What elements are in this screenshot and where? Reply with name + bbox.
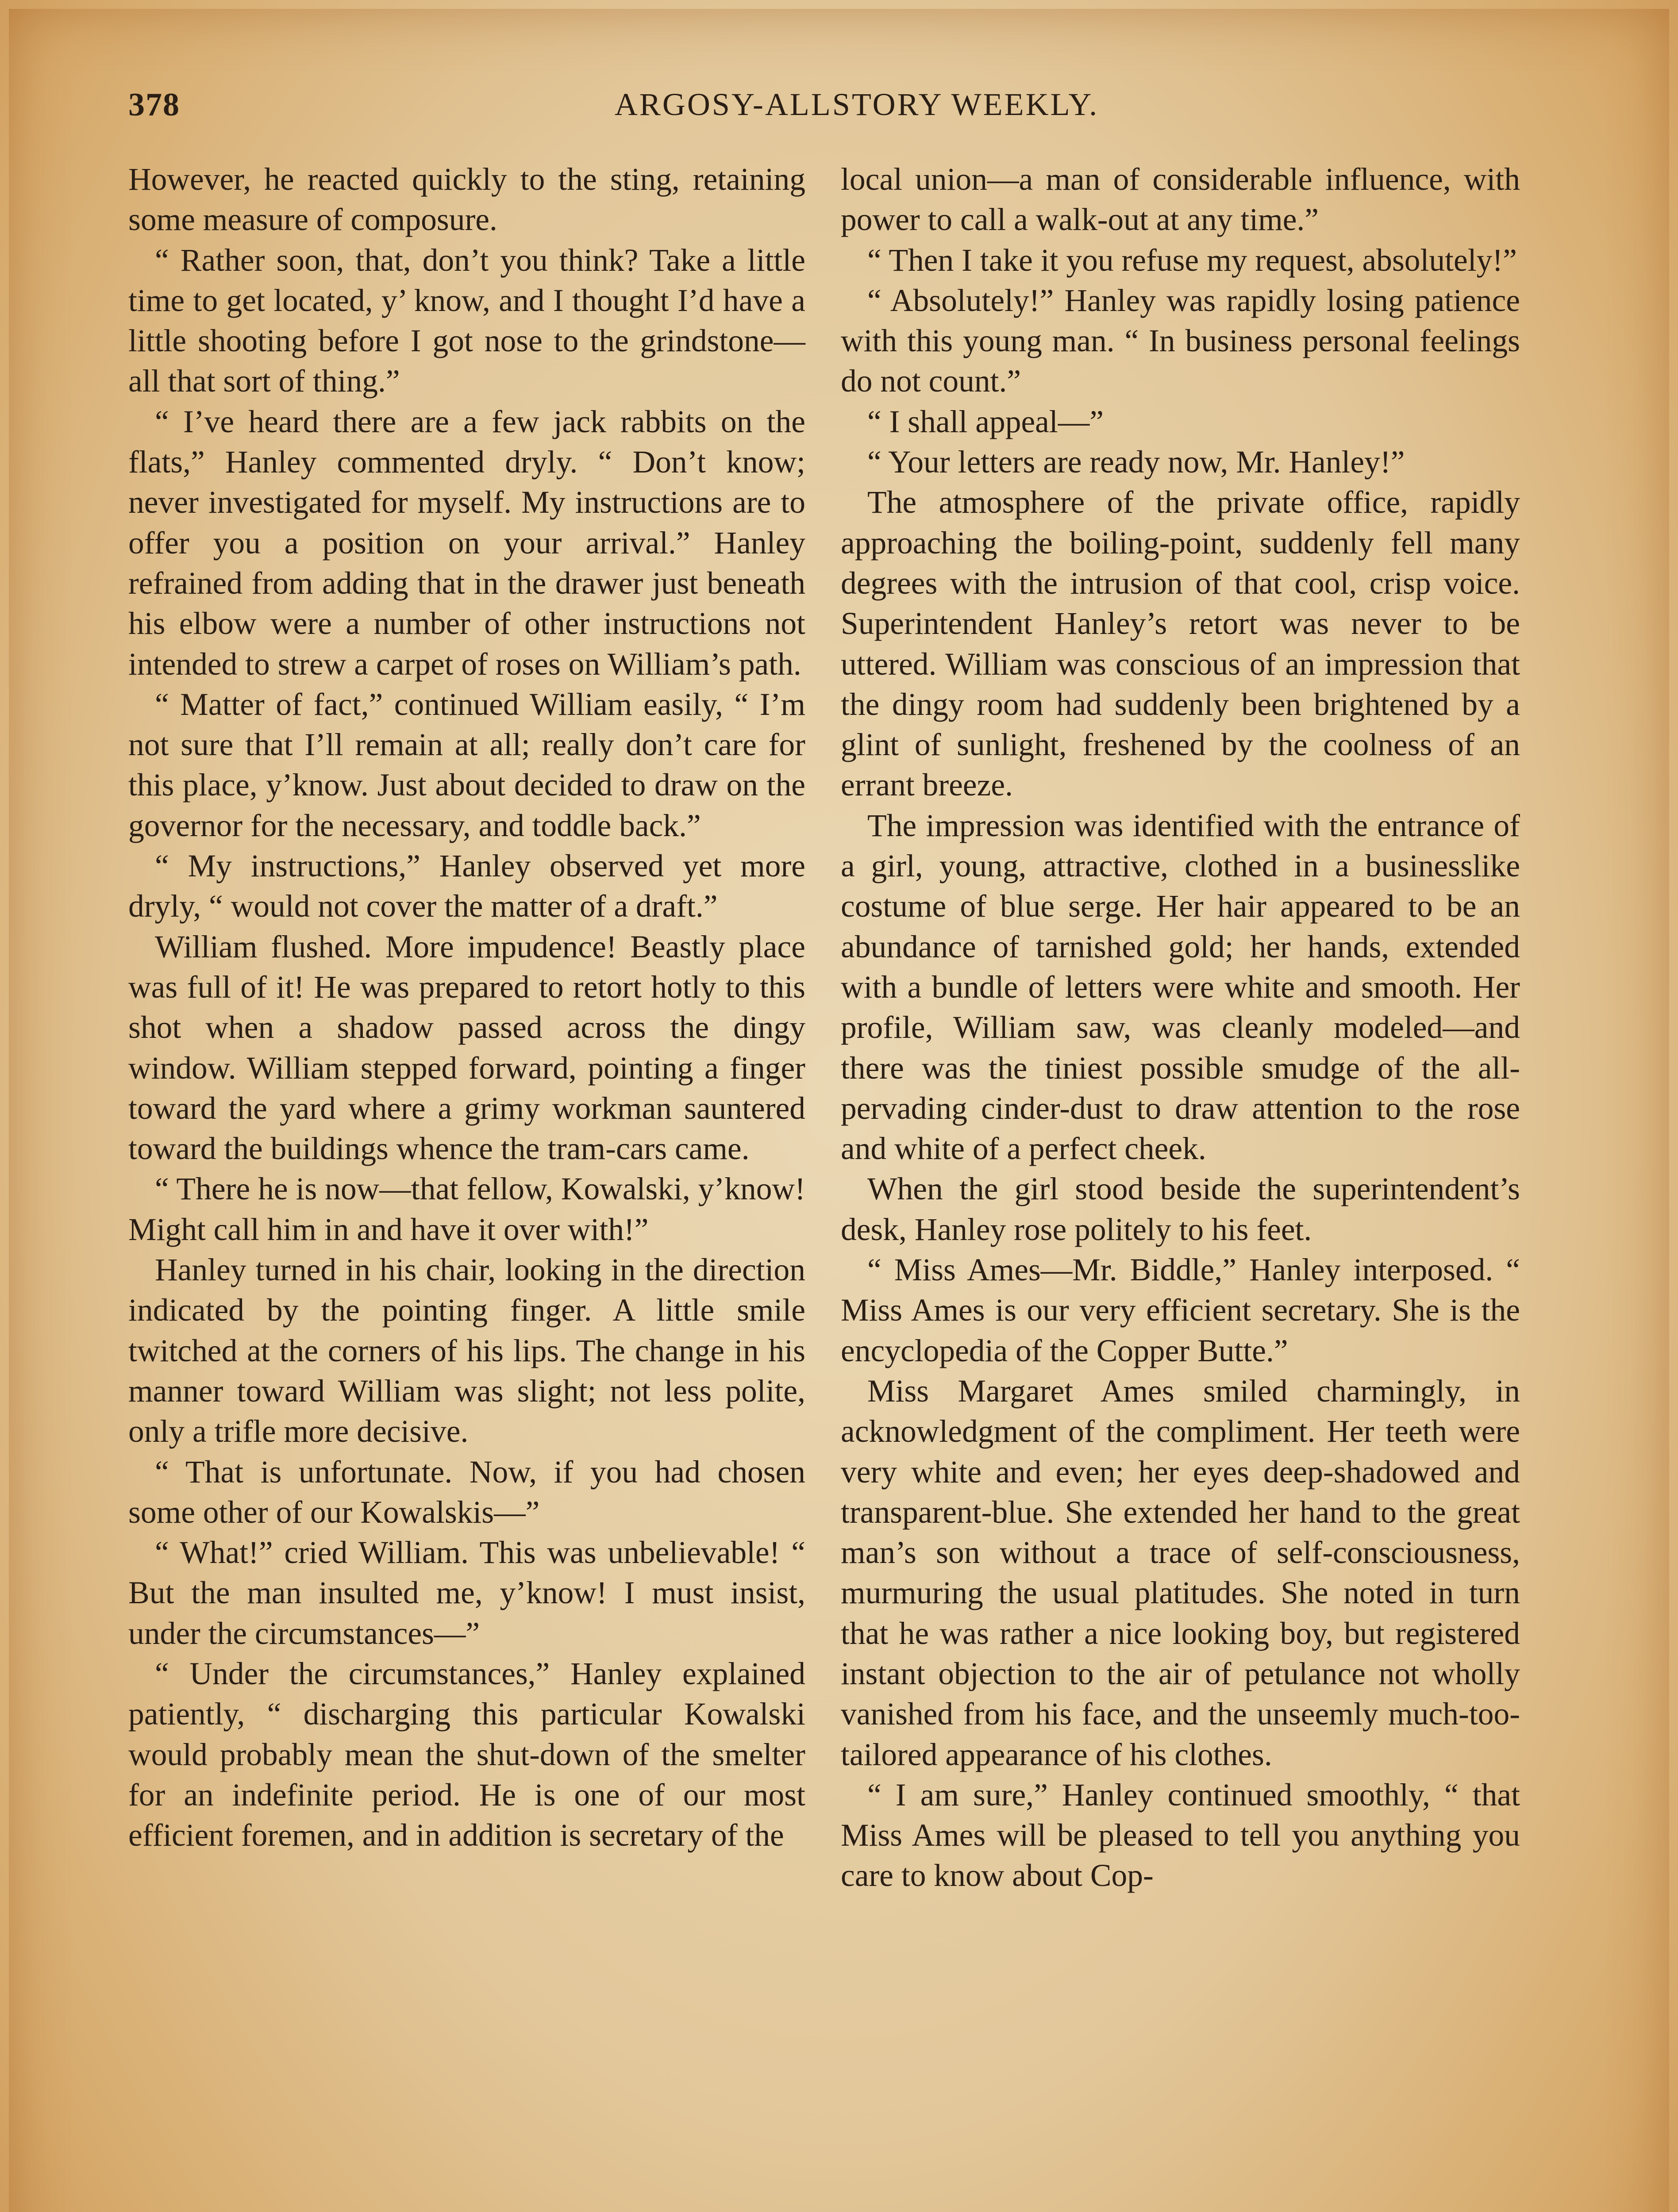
paragraph: Miss Margaret Ames smiled charmingly, in acknowledgment of the compliment. Her teeth were very white and even; her eyes deep-shadowed and transparent-blue. She extended her hand to the great man’s son without a trace of self-consciousness, murmuring the usual platitudes. She noted in turn that he was rather a nice looking boy, but registered instant objection to the air of petulance not wholly vanished from his face, and the unseemly much-too-tailored appearance of his clothes. [841,1373,1520,1772]
paragraph: “ There he is now—that fellow, Kowalski, y’know! Might call him in and have it over with!” [128,1171,805,1247]
paragraph: local union—a man of considerable influence, with power to call a walk-out at any time.” [841,162,1520,238]
paragraph: William flushed. More impudence! Beastly place was full of it! He was prepared to retort hotly to this shot when a shadow passed across the dingy window. William stepped forward, pointing a finger toward the yard where a grimy workman sauntered toward the buildings whence the tram-cars came. [128,929,805,1167]
paragraph: Hanley turned in his chair, looking in the direction indicated by the pointing finger. A little smile twitched at the corners of his lips. The change in his manner toward William was slight; not less polite, only a trifle more decisive. [128,1252,805,1449]
paragraph: “ Your letters are ready now, Mr. Hanley!” [867,445,1405,480]
paragraph: “ What!” cried William. This was unbelievable! “ But the man insulted me, y’know! I must insist, under the circumstances—” [128,1535,805,1651]
paragraph: “ Absolutely!” Hanley was rapidly losing patience with this young man. “ In business personal feelings do not count.” [841,283,1520,399]
paragraph: “ Then I take it you refuse my request, absolutely!” [867,242,1517,278]
paragraph: When the girl stood beside the superintendent’s desk, Hanley rose politely to his feet. [841,1171,1520,1247]
left-column [128,159,805,1855]
right-column [841,159,1520,1896]
paragraph: “ Rather soon, that, don’t you think? Take a little time to get located, y’ know, and I thought I’d have a little shooting before I got nose to the grindstone—all that sort of thing.” [128,242,805,399]
running-title: ARGOSY-ALLSTORY WEEKLY. [614,87,1099,122]
paragraph: “ Under the circumstances,” Hanley explained patiently, “ discharging this particular Kowalski would probably mean the shut-down of the smelter for an indefinite period. He is one of our most efficient foremen, and in addition is secretary of the [128,1656,805,1853]
paragraph: “ I am sure,” Hanley continued smoothly, “ that Miss Ames will be pleased to tell you anything you care to know about Cop- [841,1777,1520,1893]
paragraph: “ My instructions,” Hanley observed yet more dryly, “ would not cover the matter of a draft.” [128,849,805,924]
paragraph: The atmosphere of the private office, rapidly approaching the boiling-point, suddenly fell many degrees with the intrusion of that cool, crisp voice. Superintendent Hanley’s retort was never to be uttered. William was conscious of an impression that the dingy room had suddenly been brightened by a glint of sunlight, freshened by the coolness of an errant breeze. [841,485,1520,803]
paragraph: “ I shall appeal—” [867,404,1104,439]
paragraph: The impression was identified with the entrance of a girl, young, attractive, clothed in a businesslike costume of blue serge. Her hair appeared to be an abundance of tarnished gold; her hands, extended with a bundle of letters were white and smooth. Her profile, William saw, was cleanly modeled—and there was the tiniest possible smudge of the all-pervading cinder-dust to draw attention to the rose and white of a perfect cheek. [841,808,1520,1167]
paragraph: However, he reacted quickly to the sting, retaining some measure of composure. [128,162,805,238]
paragraph: “ Matter of fact,” continued William easily, “ I’m not sure that I’ll remain at all; really don’t care for this place, y’know. Just about decided to draw on the governor for the necessary, and toddle back.” [128,687,805,843]
page-header [128,86,1532,135]
paragraph: “ That is unfortunate. Now, if you had chosen some other of our Kowalskis—” [128,1454,805,1530]
paragraph: “ Miss Ames—Mr. Biddle,” Hanley interposed. “ Miss Ames is our very efficient secretary. She is the encyclopedia of the Copper Butte.” [841,1252,1520,1368]
paragraph: “ I’ve heard there are a few jack rabbits on the flats,” Hanley commented dryly. “ Don’t know; never investigated for myself. My instructions are to offer you a position on your arrival.” Hanley refrained from adding that in the drawer just beneath his elbow were a number of other instructions not intended to strew a carpet of roses on William’s path. [128,404,805,682]
page-number: 378 [128,87,180,123]
